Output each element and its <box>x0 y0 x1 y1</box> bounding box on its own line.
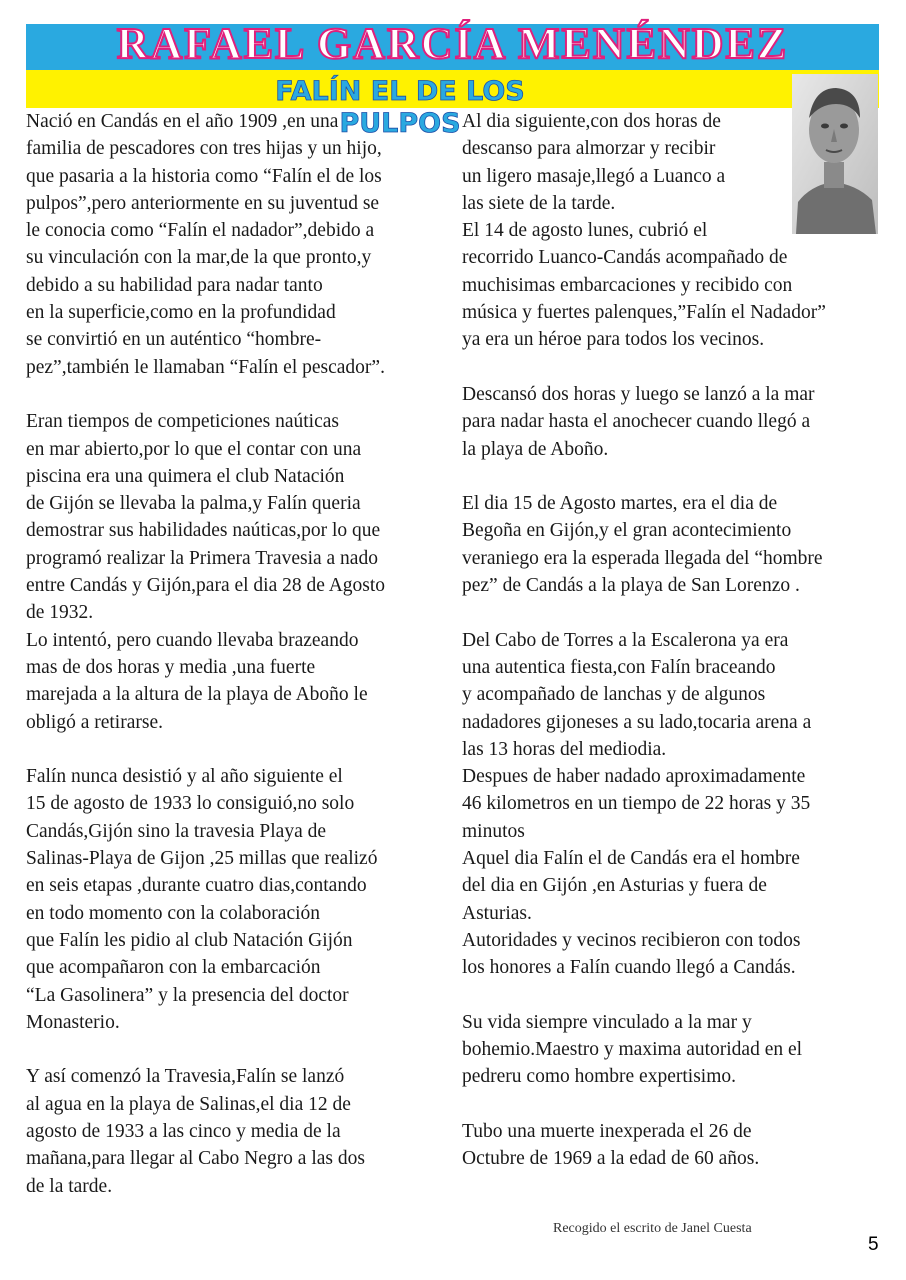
paragraph: El dia 15 de Agosto martes, era el dia de Begoña en Gijón,y el gran acontecimiento veraniego era la esperada llegada del “hombre pez” de Candás a la playa de San Lorenzo . <box>462 493 823 597</box>
paragraph: Su vida siempre vinculado a la mar y bohemio.Maestro y maxima autoridad en el pedreru como hombre expertisimo. <box>462 1011 803 1088</box>
author-credit: Recogido el escrito de Janel Cuesta <box>553 1221 752 1236</box>
page-number: 5 <box>868 1234 879 1255</box>
paragraph: Y así comenzó la Travesia,Falín se lanzó al agua en la playa de Salinas,el dia 12 de agosto de 1933 a las cinco y media de la mañana,para llegar al Cabo Negro a las dos de la tarde. <box>26 1066 365 1197</box>
paragraph: Del Cabo de Torres a la Escalerona ya era una autentica fiesta,con Falín braceando y acompañado de lanchas y de algunos nadadores gijoneses a su lado,tocaria arena a las 13 horas del mediodia. <box>462 629 812 760</box>
paragraph: Eran tiempos de competiciones naúticas en mar abierto,por lo que el contar con una piscina era una quimera el club Natación de Gijón se llevaba la palma,y Falín queria demostrar sus habilidades naúticas,por lo que programó realizar la Primera Travesia a nado entre Candás y Gijón,para el dia 28 de Agosto de 1932. <box>26 411 386 624</box>
right-text-column <box>462 108 882 1173</box>
paragraph: El 14 de agosto lunes, cubrió el recorrido Luanco-Candás acompañado de muchisimas embarcaciones y recibido con música y fuertes palenques,”Falín el Nadador” ya era un héroe para todos los vecinos. <box>462 220 826 351</box>
paragraph: Aquel dia Falín el de Candás era el hombre del dia en Gijón ,en Asturias y fuera de Asturias. <box>462 848 800 924</box>
left-text-column <box>26 108 456 1200</box>
paragraph: Autoridades y vecinos recibieron con todos los honores a Falín cuando llegó a Candás. <box>462 929 801 979</box>
paragraph: Falín nunca desistió y al año siguiente el 15 de agosto de 1933 lo consiguió,no solo Candás,Gijón sino la travesia Playa de Salinas-Playa de Gijon ,25 millas que realizó en seis etapas ,durante cuatro dias,contando en todo momento con la colaboración que Falín les pidio al club Natación Gijón que acompañaron con la embarcación “La Gasolinera” y la presencia del doctor Monasterio. <box>26 766 378 1033</box>
paragraph: Lo intentó, pero cuando llevaba brazeando mas de dos horas y media ,una fuerte marejada a la altura de la playa de Aboño le obligó a retirarse. <box>26 629 368 733</box>
page-title: RAFAEL GARCÍA MENÉNDEZ <box>116 19 789 68</box>
paragraph: Nació en Candás en el año 1909 ,en una familia de pescadores con tres hijas y un hijo, que pasaria a la historia como “Falín el de los pulpos”,pero anteriormente en su juventud se le conocia como “Falín el nadador”,debido a su vinculación con la mar,de la que pronto,y debido a su habilidad para nadar tanto en la superficie,como en la profundidad se convirtió en un auténtico “hombre- pez”,también le llamaban “Falín el pescador”. <box>26 111 385 378</box>
page-subtitle: FALÍN EL DE LOS PULPOS <box>275 76 525 139</box>
paragraph: Tubo una muerte inexperada el 26 de Octubre de 1969 a la edad de 60 años. <box>462 1120 760 1170</box>
paragraph: Despues de haber nadado aproximadamente 46 kilometros en un tiempo de 22 horas y 35 minutos <box>462 766 811 842</box>
paragraph: Al dia siguiente,con dos horas de descanso para almorzar y recibir un ligero masaje,llegó a Luanco a las siete de la tarde. <box>462 111 726 214</box>
paragraph: Descansó dos horas y luego se lanzó a la mar para nadar hasta el anochecer cuando llegó a la playa de Aboño. <box>462 383 815 460</box>
